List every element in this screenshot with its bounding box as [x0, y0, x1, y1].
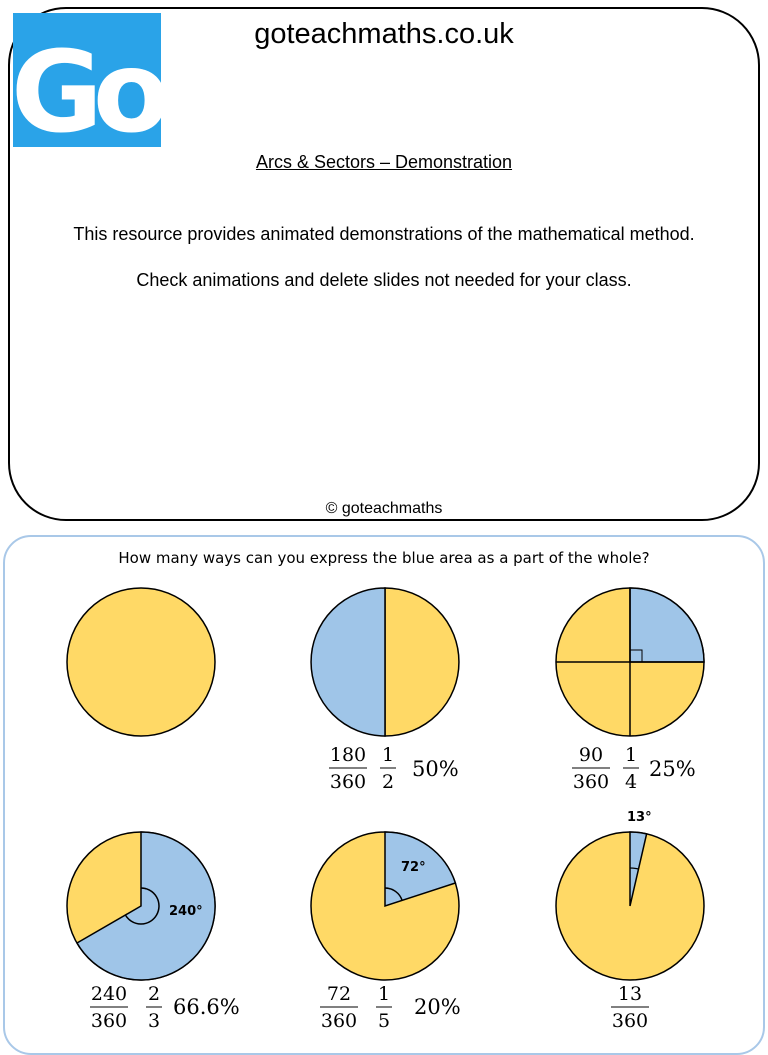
fraction-denominator: 360 — [320, 1010, 358, 1032]
quarter-labels — [572, 744, 696, 793]
site-name: goteachmaths.co.uk — [254, 18, 514, 50]
copyright: © goteachmaths — [325, 500, 443, 517]
thirteen-labels — [611, 983, 649, 1032]
simplified-denominator: 2 — [381, 771, 395, 793]
angle-label-240: 240° — [169, 904, 203, 919]
fraction-numerator: 90 — [578, 744, 604, 766]
simplified-numerator: 2 — [147, 983, 161, 1005]
half-labels — [329, 744, 459, 793]
full-circle — [67, 588, 215, 736]
fraction-denominator: 360 — [90, 1010, 128, 1032]
percentage: 20% — [414, 995, 461, 1019]
simplified-denominator: 5 — [377, 1010, 391, 1032]
sector-13 — [556, 810, 704, 980]
sector-240 — [67, 832, 215, 980]
simplified-denominator: 3 — [147, 1010, 161, 1032]
simplified-numerator: 1 — [377, 983, 391, 1005]
fraction-denominator: 360 — [611, 1010, 649, 1032]
percentage: 50% — [412, 757, 459, 781]
percentage: 66.6% — [173, 995, 240, 1019]
simplified-numerator: 1 — [624, 744, 638, 766]
percentage: 25% — [649, 757, 696, 781]
instruction-line: Check animations and delete slides not needed for your class. — [136, 270, 632, 290]
fraction-denominator: 360 — [572, 771, 610, 793]
logo-text: Go! — [11, 28, 201, 158]
question-text: How many ways can you express the blue area as a part of the whole? — [118, 549, 650, 567]
fraction-numerator: 13 — [617, 983, 643, 1005]
fraction-numerator: 180 — [329, 744, 367, 766]
fraction-numerator: 72 — [326, 983, 352, 1005]
description-line: This resource provides animated demonstrations of the mathematical method. — [73, 224, 695, 244]
simplified-numerator: 1 — [381, 744, 395, 766]
slide-title: Arcs & Sectors – Demonstration — [255, 152, 513, 172]
simplified-denominator: 4 — [624, 771, 638, 793]
angle-label-72: 72° — [401, 860, 426, 875]
quarter-circle — [556, 588, 704, 736]
half-circle — [311, 588, 459, 736]
fraction-numerator: 240 — [90, 983, 128, 1005]
fraction-denominator: 360 — [329, 771, 367, 793]
sector-72 — [311, 832, 459, 980]
angle-label-13: 13° — [627, 810, 652, 825]
